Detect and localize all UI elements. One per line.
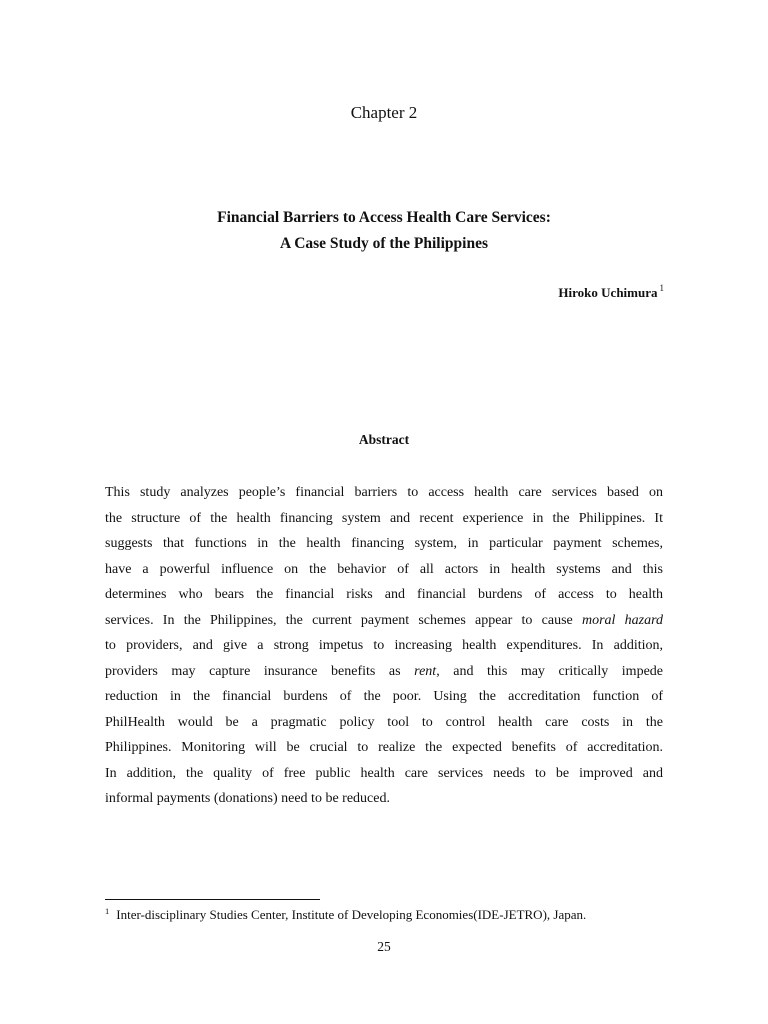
- author-footnote-marker: 1: [659, 283, 664, 293]
- footnote-divider: [105, 899, 320, 900]
- page-number: 25: [377, 939, 391, 954]
- abstract-line: This study analyzes people’s financial barriers to access health care services based on: [105, 485, 663, 500]
- abstract-line: determines who bears the financial risks and financial burdens of access to health: [105, 587, 663, 602]
- footnote: [105, 906, 586, 923]
- footnote-marker: 1: [105, 906, 110, 916]
- abstract-line: the structure of the health financing system and recent experience in the Philippines. It: [105, 510, 663, 526]
- abstract-line: In addition, the quality of free public health care services needs to be improved and: [105, 765, 663, 781]
- paper-title: [0, 205, 768, 257]
- chapter-heading: Chapter 2: [350, 103, 418, 122]
- abstract-line: reduction in the financial burdens of the poor. Using the accreditation function of: [105, 689, 663, 704]
- title-line-2: A Case Study of the Philippines: [279, 235, 488, 252]
- abstract-body: [105, 480, 663, 812]
- abstract-heading: Abstract: [358, 432, 410, 447]
- abstract-text: , and this may critically impede: [436, 663, 663, 679]
- author-name: Hiroko Uchimura: [558, 285, 658, 300]
- abstract-line: [105, 608, 663, 634]
- abstract-line: Philippines. Monitoring will be crucial to realize the expected benefits of accreditation.: [105, 740, 663, 755]
- abstract-line: suggests that functions in the health financing system, in particular payment schemes,: [105, 536, 663, 551]
- abstract-line: have a powerful influence on the behavior of all actors in health systems and this: [105, 561, 663, 577]
- abstract-line: to providers, and give a strong impetus to increasing health expenditures. In addition,: [105, 638, 663, 653]
- abstract-text: services. In the Philippines, the current payment schemes appear to cause: [105, 612, 582, 628]
- title-line-1: Financial Barriers to Access Health Care Services:: [217, 209, 551, 226]
- abstract-line: informal payments (donations) need to be reduced.: [105, 791, 390, 806]
- abstract-line: [105, 659, 663, 685]
- footnote-text: Inter-disciplinary Studies Center, Institute of Developing Economies(IDE-JETRO), Japan.: [116, 907, 587, 922]
- abstract-italic-term: rent: [414, 663, 437, 679]
- author-byline: [558, 283, 664, 301]
- abstract-text: providers may capture insurance benefits as: [105, 663, 415, 679]
- abstract-line: PhilHealth would be a pragmatic policy tool to control health care costs in the: [105, 714, 663, 730]
- abstract-italic-term: moral hazard: [581, 612, 663, 628]
